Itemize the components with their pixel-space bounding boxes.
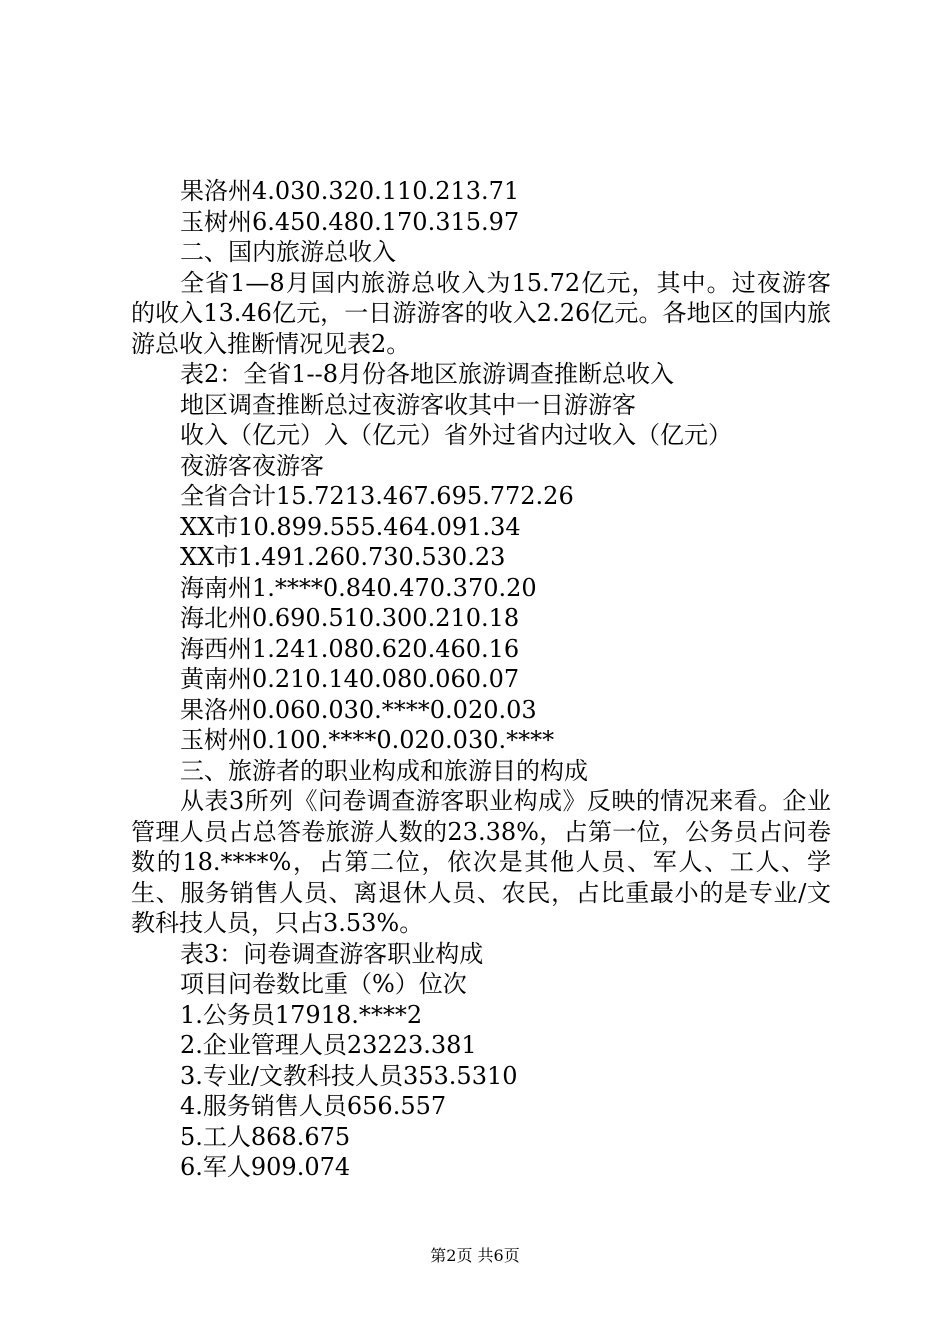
section-heading: 二、国内旅游总收入 (180, 238, 396, 266)
table-row: XX市10.899.555.464.091.34 (180, 512, 521, 541)
paragraph: 从表3所列《问卷调查游客职业构成》反映的情况来看。企业管理人员占总答卷旅游人数的23.38%，占第一位，公务员占问卷数的18.****%，占第二位，依次是其他人员、军人、工人、学生、服务销售人员、离退休人员、农民，占比重最小的是专业/文教科技人员，只占3.53%。 (131, 787, 831, 937)
table-row: 果洛州0.060.030.****0.020.03 (180, 695, 537, 724)
text-line: 果洛州4.030.320.110.213.71 (180, 177, 520, 205)
table-header-line: 项目问卷数比重（%）位次 (180, 970, 467, 998)
table-row: 玉树州0.100.****0.020.030.**** (180, 726, 555, 754)
table-caption: 表3：问卷调查游客职业构成 (180, 939, 484, 968)
table-row: 全省合计15.7213.467.695.772.26 (180, 482, 574, 510)
table-row: 3.专业/文教科技人员353.5310 (180, 1061, 518, 1090)
table-row: 5.工人868.675 (180, 1122, 351, 1151)
page-footer: 第2页 共6页 (430, 1246, 520, 1265)
table-row: XX市1.491.260.730.530.23 (180, 543, 506, 571)
table-caption: 表2：全省1--8月份各地区旅游调查推断总收入 (180, 360, 675, 388)
table-row: 2.企业管理人员23223.381 (180, 1031, 477, 1059)
table-row: 4.服务销售人员656.557 (180, 1092, 447, 1120)
table-row: 海北州0.690.510.300.210.18 (180, 604, 520, 632)
paragraph: 全省1—8月国内旅游总收入为15.72亿元，其中。过夜游客的收入13.46亿元，一日游游客的收入2.26亿元。各地区的国内旅游总收入推断情况见表2。 (131, 268, 831, 358)
table-row: 6.军人909.074 (180, 1153, 351, 1181)
table-header-line: 地区调查推断总过夜游客收其中一日游游客 (180, 390, 636, 419)
document-body (131, 176, 831, 1183)
table-row: 海西州1.241.080.620.460.16 (180, 634, 520, 663)
section-heading: 三、旅游者的职业构成和旅游目的构成 (180, 756, 588, 785)
text-line: 玉树州6.450.480.170.315.97 (180, 207, 520, 236)
table-row: 黄南州0.210.140.080.060.07 (180, 665, 520, 693)
table-header-line: 收入（亿元）入（亿元）省外过省内过收入（亿元） (180, 421, 732, 449)
table-header-line: 夜游客夜游客 (180, 451, 324, 480)
table-row: 海南州1.****0.840.470.370.20 (180, 573, 537, 602)
table-row: 1.公务员17918.****2 (180, 1000, 423, 1029)
